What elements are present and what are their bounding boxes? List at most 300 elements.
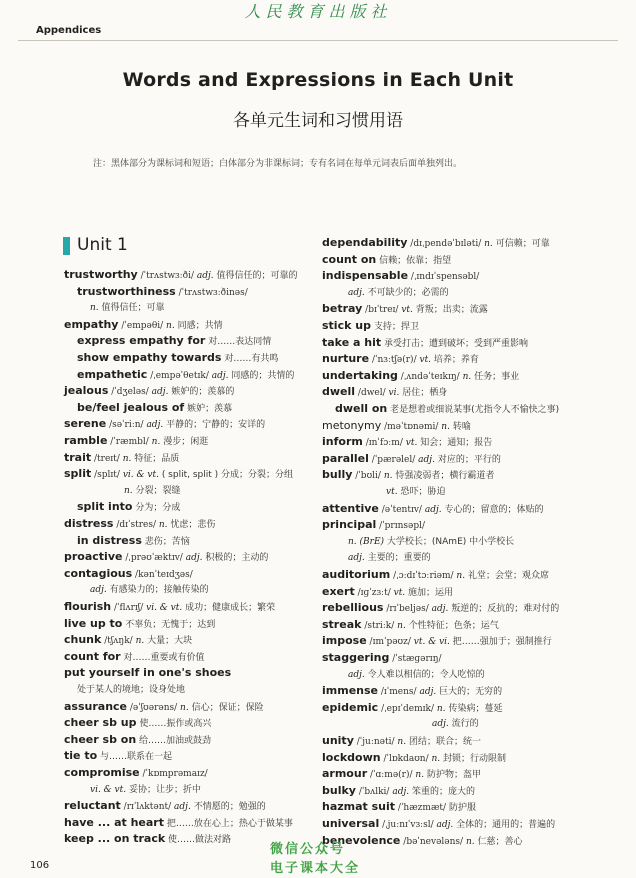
headword: dependability (322, 236, 408, 249)
part-of-speech: n. (456, 571, 466, 581)
entry-line (322, 618, 499, 633)
entry-line (124, 484, 181, 498)
definition: 礼堂；会堂；观众席 (467, 571, 549, 581)
definition: 不可缺少的；必需的 (367, 287, 449, 298)
definition: 忧虑；悲伤 (170, 520, 216, 530)
part-of-speech: adj. (185, 553, 203, 564)
definition: 悲伤；苦恼 (144, 536, 190, 547)
phonetic: /ɪɡˈzɜːt/ (357, 587, 391, 598)
phonetic: /əˈʃʊərəns/ (129, 702, 178, 713)
headword: split into (77, 500, 133, 514)
entry-line (348, 668, 485, 682)
entry-line (322, 684, 502, 699)
entry-line (64, 517, 215, 532)
entry-line (322, 435, 492, 450)
entry-line (432, 717, 479, 731)
headword: chunk (64, 633, 102, 647)
entry-line (77, 401, 232, 416)
definition: 笨重的；庞大的 (411, 786, 475, 797)
definition: 值得信任的；可靠的 (216, 271, 298, 281)
part-of-speech: n. (383, 471, 393, 482)
phonetic: /ˌprəʊˈæktɪv/ (125, 553, 183, 564)
entry-line (322, 817, 555, 832)
entry-line (322, 651, 442, 666)
part-of-speech: adj. (418, 454, 435, 465)
headword: have ... at heart (64, 815, 164, 829)
definition: 防护物；盔甲 (426, 770, 481, 781)
definition: 叛逆的；反抗的；难对付的 (451, 604, 560, 615)
definition: 防护服 (448, 803, 476, 814)
headword: stick up (322, 319, 371, 332)
definition: 与……联系在一起 (100, 752, 173, 763)
entry-line (77, 285, 248, 300)
definition: 使……振作或高兴 (139, 719, 212, 730)
phonetic: /ˈræmbl/ (110, 437, 149, 447)
entry-line (64, 417, 265, 432)
part-of-speech: n. (397, 620, 406, 631)
phonetic: /ˈkɒmprəmaɪz/ (142, 769, 208, 779)
entry-line (322, 701, 502, 716)
headword: rebellious (322, 601, 384, 615)
headword: split (64, 467, 92, 481)
headword: put yourself in one's shoes (64, 666, 232, 680)
phonetic: /məˈtɒnəmi/ (384, 421, 439, 432)
page-number: 106 (30, 860, 50, 871)
definition: 大学校长；(NAmE) 中小学校长 (386, 536, 515, 547)
phonetic: /ˌempəˈθetɪk/ (150, 370, 209, 381)
definition: ( split, split ) 分成；分裂；分组 (161, 470, 294, 481)
phonetic: /ˈbʌlki/ (358, 786, 390, 797)
definition: 仁慈；善心 (477, 836, 523, 847)
phonetic: /ˈɑːmə(r)/ (370, 770, 413, 781)
part-of-speech: vi. & vt. (122, 470, 159, 481)
headword: distress (64, 517, 114, 530)
entry-line (322, 352, 479, 367)
phonetic: /ˌjuːnɪˈvɜːsl/ (382, 820, 434, 830)
phonetic: /ˈstæɡərɪŋ/ (392, 654, 442, 664)
entry-line (90, 583, 209, 597)
headword: express empathy for (77, 334, 206, 348)
page-title: Words and Expressions in Each Unit (122, 69, 514, 91)
phonetic: /striːk/ (364, 620, 395, 631)
headword: impose (322, 634, 367, 648)
header-divider (18, 40, 618, 41)
headword: serene (64, 417, 107, 431)
part-of-speech: vi. & vt. (90, 784, 127, 795)
phonetic: /ˈempəθi/ (121, 320, 164, 331)
entry-line (322, 751, 506, 766)
entry-line (64, 617, 215, 632)
part-of-speech: adj. (436, 820, 454, 830)
phonetic: /splɪt/ (94, 470, 120, 481)
headword: cheer sb up (64, 716, 137, 730)
phonetic: /tʃʌŋk/ (104, 636, 133, 647)
entry-line (64, 550, 268, 565)
phonetic: /ɪˈmens/ (380, 687, 417, 698)
phonetic: /dɪˈstres/ (116, 520, 156, 530)
headword: principal (322, 518, 377, 532)
entry-line (322, 634, 552, 649)
part-of-speech: n. (465, 836, 475, 847)
entry-line (64, 650, 205, 665)
part-of-speech: n. (90, 303, 99, 314)
definition: 分裂；裂缝 (135, 485, 181, 496)
definition: 分为；分成 (135, 503, 181, 514)
headword: count on (322, 252, 377, 266)
entry-line (348, 551, 431, 565)
definition: 主要的；重要的 (367, 553, 431, 564)
watermark-line-2: 电子课本大全 (270, 861, 361, 876)
phonetic: /ˈjuːnəti/ (356, 737, 395, 747)
definition: 恃强凌弱者；横行霸道者 (395, 471, 495, 482)
headword: benevolence (322, 833, 401, 847)
entry-line (322, 568, 549, 583)
headword: reluctant (64, 799, 121, 813)
headword: empathetic (77, 367, 148, 381)
part-of-speech: adj. (146, 420, 164, 431)
definition: 居住；栖身 (402, 388, 448, 399)
phonetic: /ˈlɒkdaʊn/ (383, 753, 429, 764)
definition: 成功；健康成长；繁荣 (185, 603, 276, 613)
entry-line (322, 302, 488, 317)
headword: dwell (322, 385, 356, 399)
definition: 同感；共情 (177, 320, 223, 331)
part-of-speech: vt. (405, 438, 418, 449)
headword: undertaking (322, 368, 398, 382)
entry-line (64, 567, 193, 582)
headword: exert (322, 584, 355, 598)
definition: 嫉妒的；羡慕的 (171, 387, 235, 398)
headword: immense (322, 684, 378, 698)
headword: trustworthy (64, 268, 138, 281)
watermark-line-1: 微信公众号 (270, 842, 346, 857)
phonetic: /ˈtrʌstwɜːði/ (140, 271, 194, 281)
part-of-speech: n. (441, 421, 450, 432)
definition: 把……放在心上；热心于做某事 (166, 818, 293, 829)
headword: flourish (64, 600, 112, 613)
entry-line (64, 799, 266, 814)
entry-line (64, 749, 172, 764)
part-of-speech: vt. & vi. (413, 637, 450, 648)
part-of-speech: vt. (419, 355, 432, 366)
entry-line (64, 633, 192, 648)
headword: trait (64, 450, 92, 464)
definition: 信心；保证；保险 (191, 702, 264, 713)
entry-line (322, 468, 494, 483)
headword: jealous (64, 384, 109, 398)
legend-note: 注：黑体部分为课标词和短语；白体部分为非课标词；专有名词在每单元词表后面单独列出。 (93, 159, 463, 169)
phonetic: /ˈprɪnsəpl/ (379, 521, 426, 532)
definition: 值得信任；可靠 (101, 303, 165, 314)
headword: auditorium (322, 568, 391, 581)
definition: 使……做法对路 (168, 835, 232, 846)
part-of-speech: adj. (174, 802, 191, 813)
part-of-speech: n. (397, 737, 407, 747)
entry-line (322, 734, 481, 749)
part-of-speech: adj. (431, 604, 449, 615)
headword: tie to (64, 749, 98, 763)
phonetic: /ˈflʌrɪʃ/ (114, 603, 144, 613)
definition: 嫉妒；羡慕 (187, 403, 233, 414)
entry-line (77, 351, 278, 366)
phonetic: /ˌʌndəˈteɪkɪŋ/ (400, 371, 460, 382)
definition: 处于某人的境地；设身处地 (77, 685, 186, 695)
definition: 流行的 (451, 719, 479, 730)
definition: 对……重要或有价值 (123, 652, 205, 663)
definition: 平静的；宁静的；安详的 (166, 420, 266, 431)
headword: live up to (64, 616, 123, 630)
headword: assurance (64, 699, 128, 713)
part-of-speech: vt. (393, 587, 406, 598)
definition: 传染病；蔓延 (448, 703, 503, 714)
part-of-speech: adj. (419, 687, 437, 698)
entry-line (322, 452, 501, 467)
definition: 背叛；出卖；流露 (415, 305, 488, 316)
phonetic: /ˈnɜːtʃə(r)/ (371, 355, 417, 366)
headword: betray (322, 302, 363, 316)
definition: 对……有共鸣 (224, 354, 279, 364)
headword: bulky (322, 783, 356, 797)
phonetic: /ˈpærəlel/ (371, 454, 416, 465)
part-of-speech: vi. (388, 388, 400, 399)
part-of-speech: adj. (90, 585, 107, 596)
phonetic: /ˌɔːdɪˈtɔːriəm/ (393, 571, 454, 581)
headword: show empathy towards (77, 351, 222, 364)
headword: metonymy (322, 418, 382, 432)
entry-line (322, 784, 475, 799)
entry-line (64, 600, 275, 615)
entry-line (90, 783, 201, 797)
headword: be/feel jealous of (77, 400, 185, 414)
entry-line (322, 336, 528, 351)
part-of-speech: n. (415, 770, 425, 781)
part-of-speech: n. (BrE) (348, 536, 385, 547)
headword: lockdown (322, 750, 381, 764)
headword: trustworthiness (77, 284, 176, 298)
definition: 专心的；留意的；体贴的 (444, 504, 544, 515)
entry-line (322, 236, 550, 251)
definition: 给……加油或鼓劲 (139, 735, 212, 746)
headword: armour (322, 767, 368, 781)
entry-line (64, 700, 264, 715)
part-of-speech: n. (180, 702, 189, 713)
phonetic: /ˌɪndɪˈspensəbl/ (410, 272, 480, 283)
part-of-speech: n. (124, 485, 133, 496)
part-of-speech: n. (158, 520, 168, 530)
definition: 大量；大块 (147, 636, 193, 647)
entry-line (64, 268, 298, 283)
headword: count for (64, 649, 121, 663)
phonetic: /bɪˈtreɪ/ (365, 305, 399, 316)
definition: 团结；联合；统一 (408, 737, 481, 747)
definition: 转喻 (452, 421, 471, 432)
part-of-speech: adj. (424, 504, 442, 515)
headword: ramble (64, 434, 108, 447)
entry-line (386, 485, 445, 499)
definition: 封锁；行动限制 (443, 753, 507, 764)
definition: 可信赖；可靠 (495, 239, 550, 249)
definition: 个性特征；色条；运气 (408, 620, 499, 631)
definition: 支持；捍卫 (373, 322, 419, 332)
headword: compromise (64, 766, 140, 779)
headword: streak (322, 617, 362, 631)
phonetic: /treɪt/ (94, 453, 120, 464)
definition: 有感染力的；接触传染的 (109, 585, 209, 596)
phonetic: /ˈbʊli/ (355, 471, 381, 482)
entry-line (322, 369, 519, 384)
headword: epidemic (322, 700, 379, 714)
headword: unity (322, 734, 354, 747)
part-of-speech: n. (436, 703, 446, 714)
entry-line (77, 368, 294, 383)
phonetic: /bəˈnevələns/ (403, 836, 464, 847)
entry-line (322, 502, 544, 517)
headword: proactive (64, 550, 123, 564)
headword: in distress (77, 533, 142, 547)
entry-line (64, 666, 231, 681)
entry-line (348, 535, 514, 549)
part-of-speech: vt. (386, 487, 398, 497)
definition: 积极的；主动的 (205, 553, 269, 564)
phonetic: /ˈhæzmæt/ (397, 803, 447, 814)
headword: hazmat suit (322, 800, 396, 814)
part-of-speech: n. (484, 239, 493, 249)
phonetic: /rɪˈbeljəs/ (386, 604, 429, 615)
definition: 信赖；依靠；指望 (379, 255, 452, 266)
entry-line (322, 319, 419, 334)
part-of-speech: n. (122, 453, 132, 464)
entry-line (64, 816, 293, 831)
definition: 对应的；平行的 (437, 454, 501, 465)
part-of-speech: adj. (348, 287, 365, 298)
definition: 任务；事业 (474, 371, 520, 382)
section-label: Appendices (36, 25, 102, 36)
entry-line (64, 766, 208, 781)
definition: 知会；通知；报告 (420, 438, 493, 449)
unit-title: Unit 1 (77, 235, 128, 255)
phonetic: /ˈtrʌstwɜːðinəs/ (178, 287, 248, 298)
definition: 不辜负；无愧于；达到 (125, 619, 216, 630)
part-of-speech: n. (431, 753, 441, 764)
entry-line (335, 402, 559, 417)
entry-line (77, 334, 271, 349)
definition: 全体的；通用的；普遍的 (456, 820, 556, 830)
phonetic: /kənˈteɪdʒəs/ (135, 569, 193, 580)
entry-line (322, 585, 453, 600)
entry-line (322, 518, 425, 533)
entry-line (64, 434, 208, 449)
part-of-speech: vt. (401, 305, 413, 316)
entry-line (64, 467, 293, 482)
entry-line (322, 800, 476, 815)
part-of-speech: adj. (211, 370, 229, 381)
entry-line (90, 301, 165, 315)
headword: keep ... on track (64, 832, 166, 846)
part-of-speech: n. (462, 371, 472, 382)
entry-line (77, 500, 180, 515)
publisher-logo: 人民教育出版社 (244, 2, 392, 21)
entry-line (322, 385, 447, 400)
entry-line (348, 286, 449, 300)
headword: take a hit (322, 335, 382, 349)
headword: inform (322, 435, 363, 449)
entry-line (322, 834, 523, 849)
definition: 老是想着或细说某事(尤指令人不愉快之事) (390, 405, 560, 415)
definition: 培养；养育 (433, 355, 479, 366)
headword: nurture (322, 352, 370, 366)
definition: 对……表达同情 (208, 337, 272, 348)
entry-line (322, 269, 479, 284)
definition: 把……强加于；强制推行 (452, 637, 552, 648)
phonetic: /səˈriːn/ (109, 420, 144, 431)
entry-line (64, 716, 211, 731)
definition: 施加；运用 (408, 587, 454, 598)
part-of-speech: adj. (196, 271, 214, 281)
headword: contagious (64, 566, 133, 580)
part-of-speech: adj. (348, 669, 365, 680)
definition: 不情愿的；勉强的 (193, 802, 266, 813)
headword: indispensable (322, 269, 409, 283)
definition: 漫步；闲逛 (163, 437, 209, 447)
part-of-speech: n. (151, 437, 161, 447)
phonetic: /rɪˈlʌktənt/ (123, 802, 172, 813)
phonetic: /ɪmˈpəʊz/ (369, 637, 411, 648)
entry-line (64, 733, 211, 748)
definition: 承受打击；遭到破坏；受到严重影响 (383, 338, 528, 349)
definition: 令人难以相信的；令人吃惊的 (367, 669, 485, 680)
page-subtitle: 各单元生词和习惯用语 (233, 111, 403, 131)
entry-line (64, 832, 231, 847)
part-of-speech: adj. (348, 553, 365, 564)
headword: universal (322, 817, 380, 830)
headword: parallel (322, 451, 369, 465)
phonetic: /əˈtentɪv/ (381, 504, 422, 515)
part-of-speech: vi. & vt. (146, 603, 183, 613)
definition: 同感的；共情的 (231, 370, 295, 381)
phonetic: /dwel/ (357, 388, 386, 399)
definition: 妥协；让步；折中 (129, 784, 202, 795)
definition: 特征；品质 (134, 453, 180, 464)
entry-line (322, 419, 471, 434)
entry-line (64, 384, 234, 399)
unit-marker (63, 237, 70, 255)
entry-line (64, 451, 179, 466)
part-of-speech: n. (166, 320, 175, 331)
part-of-speech: adj. (432, 719, 449, 730)
entry-line (64, 318, 223, 333)
part-of-speech: adj. (392, 786, 410, 797)
entry-line (322, 601, 559, 616)
headword: bully (322, 468, 353, 482)
headword: dwell on (335, 402, 388, 415)
phonetic: /ˈdʒeləs/ (111, 387, 149, 398)
part-of-speech: adj. (151, 387, 169, 398)
entry-line (77, 683, 185, 697)
phonetic: /dɪˌpendəˈbɪləti/ (410, 239, 482, 249)
part-of-speech: n. (135, 636, 145, 647)
definition: 恐吓；胁迫 (400, 487, 446, 497)
headword: staggering (322, 651, 390, 664)
entry-line (322, 767, 481, 782)
entry-line (322, 253, 451, 268)
headword: attentive (322, 501, 379, 515)
headword: cheer sb on (64, 732, 137, 746)
headword: empathy (64, 317, 119, 331)
phonetic: /ɪnˈfɔːm/ (365, 438, 403, 449)
entry-line (77, 534, 190, 549)
definition: 巨大的；无穷的 (439, 687, 503, 698)
phonetic: /ˌepɪˈdemɪk/ (381, 703, 435, 714)
